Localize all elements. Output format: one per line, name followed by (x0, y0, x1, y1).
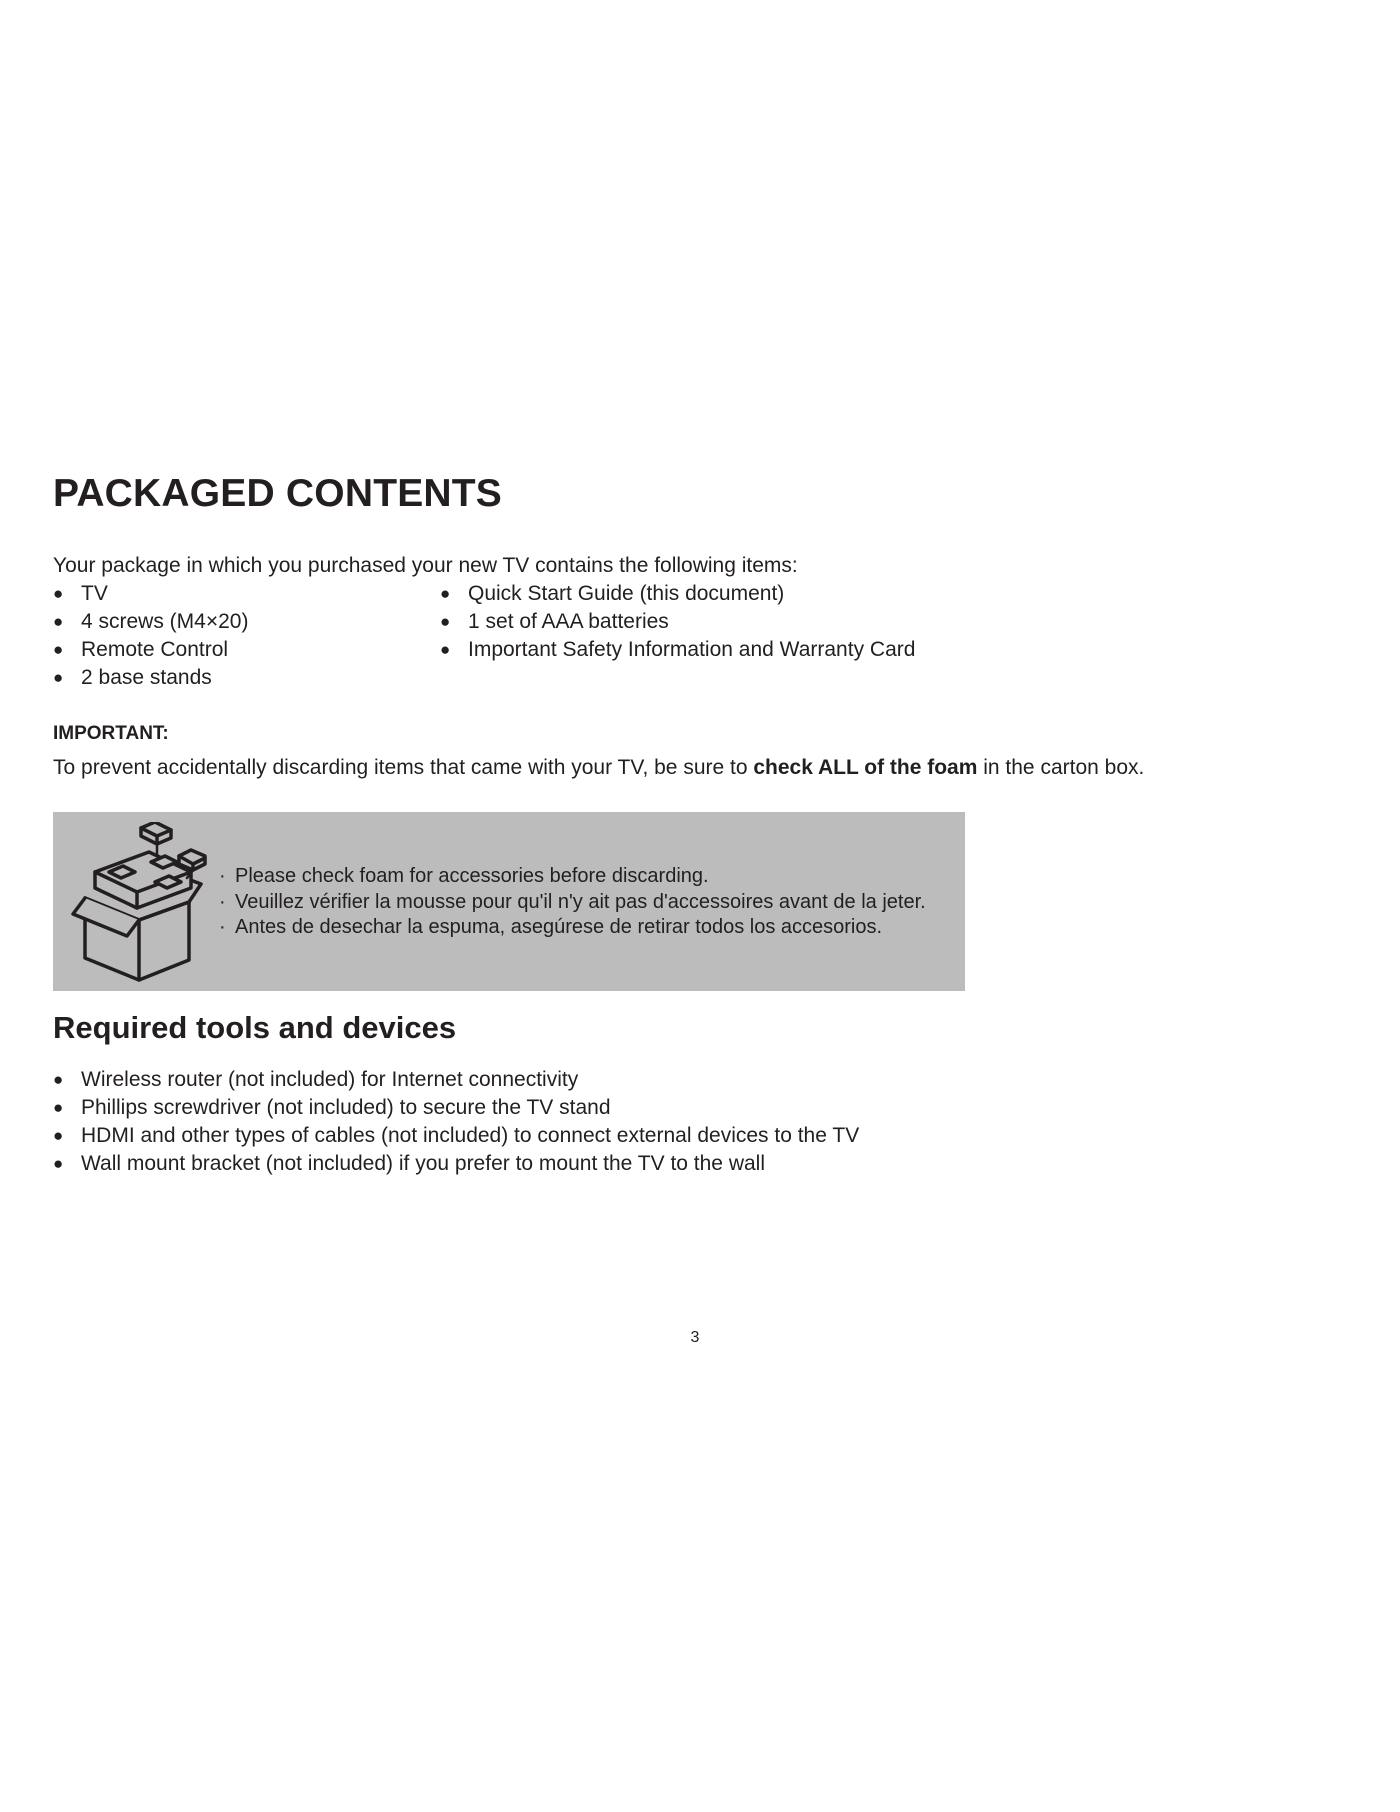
foam-note-text: Antes de desechar la espuma, asegúrese de retirar todos los accesorios. (235, 916, 883, 938)
list-item (440, 580, 915, 608)
foam-note-text: Please check foam for accessories before discarding. (235, 865, 709, 887)
foam-note (219, 890, 926, 916)
list-item-label: Phillips screwdriver (not included) to secure the TV stand (81, 1096, 611, 1119)
bullet-icon: ● (53, 640, 64, 659)
list-item (53, 608, 248, 636)
list-item-label: HDMI and other types of cables (not included) to connect external devices to the TV (81, 1124, 860, 1147)
bullet-icon: ● (440, 584, 451, 603)
foam-note (219, 864, 926, 890)
bullet-icon: ● (53, 1154, 64, 1173)
foam-note (219, 915, 926, 941)
intro-text: Your package in which you purchased your new TV contains the following items: (53, 554, 798, 577)
list-item (53, 1094, 859, 1122)
list-item-label: TV (81, 582, 108, 605)
middot-icon: · (219, 916, 226, 938)
list-item-label: 1 set of AAA batteries (468, 610, 669, 633)
list-item (53, 1150, 859, 1178)
important-text (53, 754, 1144, 782)
list-item-label: Wall mount bracket (not included) if you prefer to mount the TV to the wall (81, 1152, 765, 1175)
middot-icon: · (219, 865, 226, 887)
important-text-end: in the carton box. (977, 756, 1145, 779)
important-label: IMPORTANT: (53, 723, 169, 744)
list-item (53, 580, 248, 608)
package-items-right (440, 580, 915, 664)
list-item-label: Quick Start Guide (this document) (468, 582, 785, 605)
list-item (53, 636, 248, 664)
list-item (53, 1066, 859, 1094)
list-item-label: Remote Control (81, 638, 229, 661)
list-item (440, 636, 915, 664)
package-items-left (53, 580, 248, 692)
list-item (440, 608, 915, 636)
foam-notes (219, 864, 926, 941)
bullet-icon: ● (440, 640, 451, 659)
bullet-icon: ● (53, 668, 64, 687)
list-item-label: 4 screws (M4×20) (81, 610, 249, 633)
carton-foam-icon (69, 822, 209, 984)
bullet-icon: ● (53, 1070, 64, 1089)
page-title: PACKAGED CONTENTS (53, 472, 503, 515)
middot-icon: · (219, 890, 226, 913)
list-item-label: Wireless router (not included) for Internet connectivity (81, 1068, 579, 1091)
foam-note-text: Veuillez vérifier la mousse pour qu'il n'y ait pas d'accessoires avant de la jeter. (235, 890, 926, 913)
bullet-icon: ● (53, 1126, 64, 1145)
bullet-icon: ● (53, 584, 64, 603)
bullet-icon: ● (440, 612, 451, 631)
foam-notice-box (53, 812, 965, 991)
important-text-emphasis: check ALL of the foam (753, 756, 978, 779)
list-item-label: Important Safety Information and Warranty Card (468, 638, 916, 661)
list-item (53, 1122, 859, 1150)
page-number: 3 (690, 1329, 700, 1346)
section-title-tools: Required tools and devices (53, 1010, 457, 1045)
bullet-icon: ● (53, 1098, 64, 1117)
list-item-label: 2 base stands (81, 666, 212, 689)
tools-list (53, 1066, 859, 1178)
bullet-icon: ● (53, 612, 64, 631)
list-item (53, 664, 248, 692)
important-text-start: To prevent accidentally discarding items that came with your TV, be sure to (53, 756, 754, 779)
